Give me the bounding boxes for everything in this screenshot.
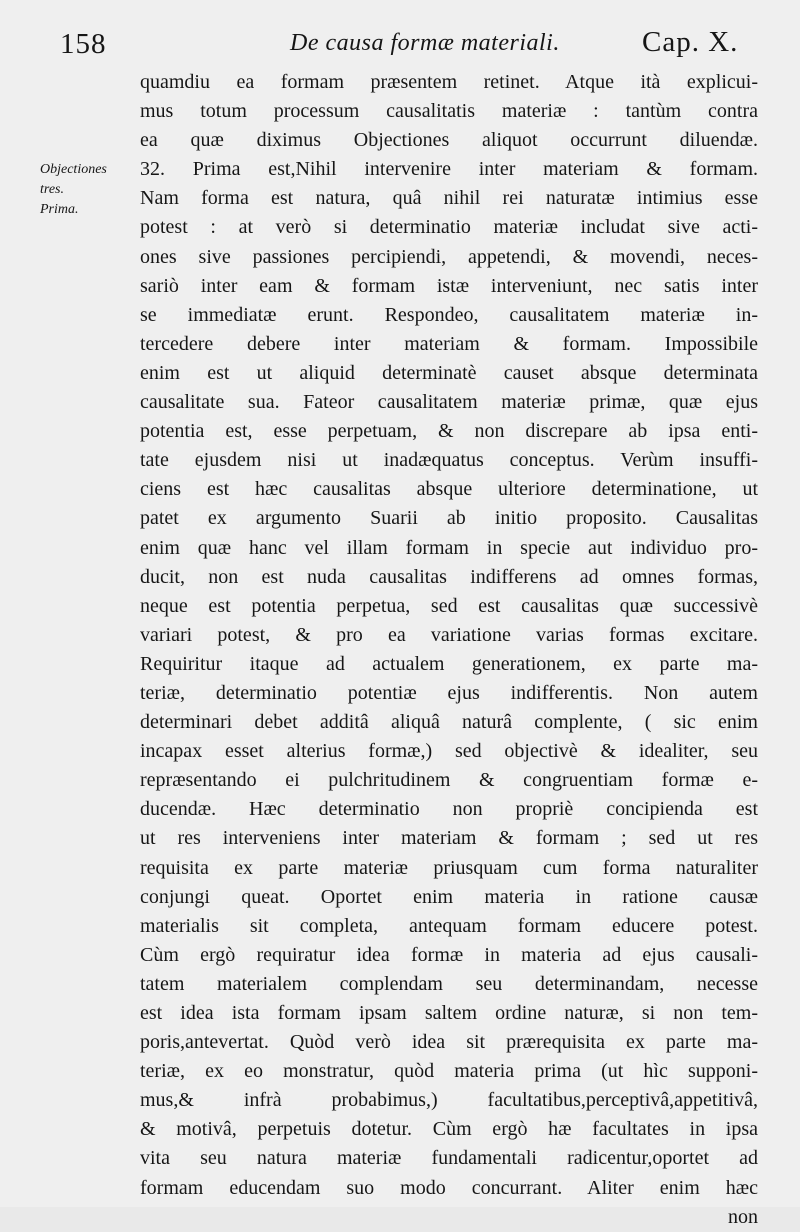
text-line: ducit, non est nuda causalitas indifferens ad omnes formas, [140, 565, 758, 588]
text-line: variari potest, & pro ea variatione varias formas excitare. [140, 623, 758, 646]
text-line: Cùm ergò requiratur idea formæ in materia ad ejus causali- [140, 943, 758, 966]
text-line: causalitate sua. Fateor causalitatem materiæ primæ, quæ ejus [140, 391, 758, 414]
text-line: vita seu natura materiæ fundamentali radicentur,oportet ad [140, 1147, 758, 1170]
text-line: ciens est hæc causalitas absque ulteriore determinatione, ut [140, 478, 758, 501]
text-line: enim est ut aliquid determinatè causet absque determinata [140, 361, 758, 384]
text-line: mus totum processum causalitatis materiæ : tantùm contra [140, 100, 758, 123]
text-line: determinari debet additâ aliquâ naturâ complente, ( sic enim [140, 711, 758, 734]
text-line: incapax esset alterius formæ,) sed objectivè & idealiter, seu [140, 740, 758, 763]
text-line: poris,antevertat. Quòd verò idea sit prærequisita ex parte ma- [140, 1031, 758, 1054]
text-line: mus,& infrà probabimus,) facultatibus,perceptivâ,appetitivâ, [140, 1089, 758, 1112]
body-text [140, 68, 758, 1232]
page-number: 158 [60, 28, 107, 60]
text-line: requisita ex parte materiæ priusquam cum forma naturaliter [140, 856, 758, 879]
text-line: potest : at verò si determinatio materiæ includat sive acti- [140, 216, 758, 239]
margin-note [40, 160, 140, 220]
text-line: est idea ista formam ipsam saltem ordine naturæ, si non tem- [140, 1002, 758, 1024]
text-line: enim quæ hanc vel illam formam in specie aut individuo pro- [140, 536, 758, 559]
text-line: & motivâ, perpetuis dotetur. Cùm ergò hæ facultates in ipsa [140, 1118, 758, 1141]
text-line: repræsentando ei pulchritudinem & congruentiam formæ e- [140, 769, 758, 792]
text-line: teriæ, ex eo monstratur, quòd materia prima (ut hìc supponi- [140, 1060, 758, 1083]
text-line: quamdiu ea formam præsentem retinet. Atque ità explicui- [140, 71, 758, 93]
text-line: sariò inter eam & formam istæ interveniunt, nec satis inter [140, 274, 758, 297]
text-line: formam educendam suo modo concurrant. Aliter enim hæc [140, 1176, 758, 1199]
text-line: teriæ, determinatio potentiæ ejus indifferentis. Non autem [140, 681, 758, 704]
text-line: neque est potentia perpetua, sed est causalitas quæ successivè [140, 594, 758, 617]
text-line: tercedere debere inter materiam & formam. Impossibile [140, 332, 758, 355]
text-line: 32. Prima est,Nihil intervenire inter materiam & formam. [140, 158, 758, 181]
running-head [0, 22, 800, 72]
margin-note-line: Prima. [40, 202, 79, 217]
margin-note-line: Objectiones [40, 162, 107, 177]
text-line: ut res interveniens inter materiam & formam ; sed ut res [140, 827, 758, 850]
text-line: tatem materialem complendam seu determinandam, necesse [140, 972, 758, 995]
text-line: conjungi queat. Oportet enim materia in ratione causæ [140, 885, 758, 908]
text-line: materialis sit completa, antequam formam educere potest. [140, 914, 758, 937]
text-line: Nam forma est natura, quâ nihil rei naturatæ intimius esse [140, 187, 758, 210]
text-line: se immediatæ erunt. Respondeo, causalitatem materiæ in- [140, 303, 758, 326]
margin-note-line: tres. [40, 182, 64, 197]
text-line: ones sive passiones percipiendi, appetendi, & movendi, neces- [140, 245, 758, 268]
text-line: tate ejusdem nisi ut inadæquatus conceptus. Verùm insuffi- [140, 449, 758, 472]
text-line: Requiritur itaque ad actualem generationem, ex parte ma- [140, 652, 758, 675]
catchword: non [728, 1205, 758, 1228]
text-line: ducendæ. Hæc determinatio non propriè concipienda est [140, 798, 758, 821]
text-line: patet ex argumento Suarii ab initio proposito. Causalitas [140, 507, 758, 530]
chapter-label: Cap. X. [642, 26, 739, 58]
running-title: De causa formæ materiali. [290, 30, 560, 56]
text-line: ea quæ diximus Objectiones aliquot occurrunt diluendæ. [140, 129, 758, 152]
text-line: potentia est, esse perpetuam, & non discrepare ab ipsa enti- [140, 420, 758, 443]
